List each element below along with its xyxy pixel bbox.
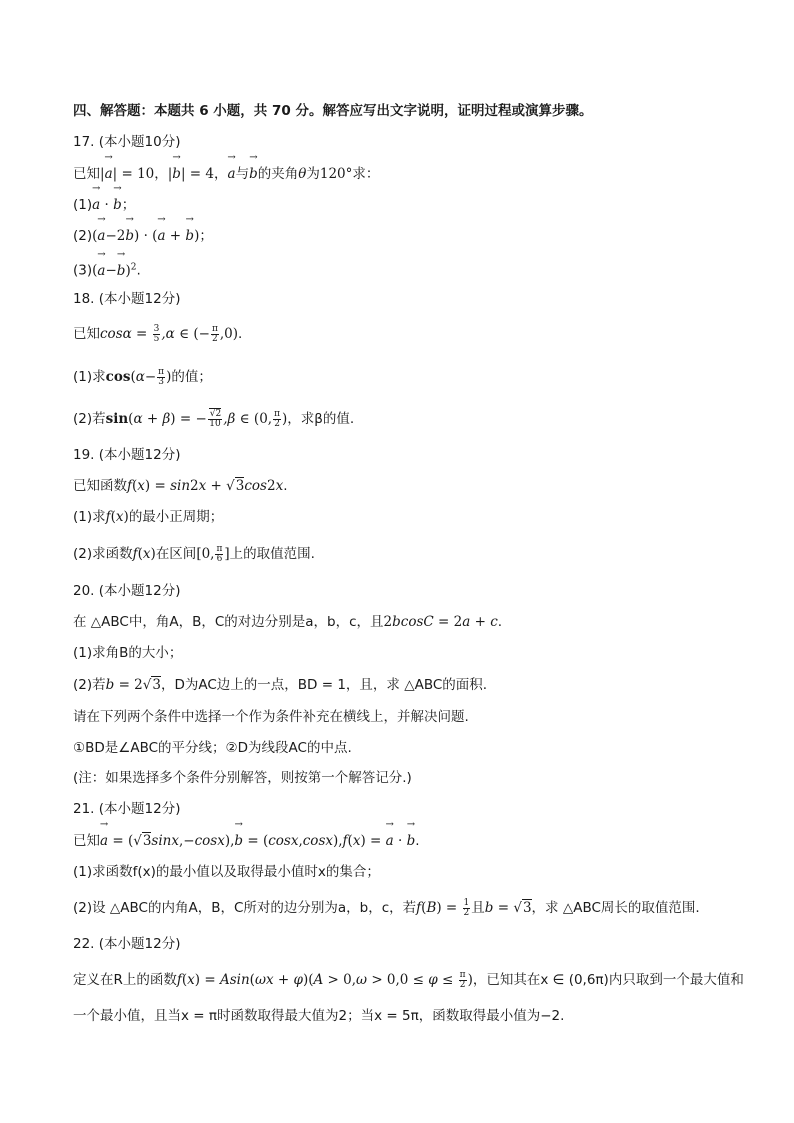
question-17-stem: 已知|→ a| = 10，|→ b| = 4，→ a与→ b的夹角θ为120°求： (73, 164, 379, 184)
question-17-header: 17. (本小题10分) (73, 134, 181, 150)
question-20-part-1: (1)求角B的大小； (73, 645, 183, 661)
question-21-part-1: (1)求函数f(x)的最小值以及取得最小值时x的集合； (73, 864, 380, 880)
question-18-stem: 已知cosα = $\frac{3}{5}$ ,α ∈ (− $\frac{\pi}{2}$ ,0). (73, 323, 243, 344)
question-21-stem: 已知→ a = (√3sinx,−cosx),→ b = (cosx,cosx),f(x) = → a · → b. (73, 831, 420, 851)
question-20-options: ①BD是∠ABC的平分线；②D为线段AC的中点. (73, 740, 352, 756)
question-18-header: 18. (本小题12分) (73, 291, 181, 307)
question-21-part-2: (2)设 △ABC的内角A，B，C所对的边分别为a，b，c，若f(B) = $\frac{1}{2}$ 且b = √3，求 △ABC周长的取值范围. (73, 897, 700, 918)
question-18-part-1: (1)求cos(α− $\frac{\pi}{3}$ )的值； (73, 366, 212, 387)
section-title: 四、解答题：本题共 6 小题，共 70 分。解答应写出文字说明，证明过程或演算步骤。 (73, 103, 593, 119)
question-22-header: 22. (本小题12分) (73, 936, 181, 952)
question-19-header: 19. (本小题12分) (73, 447, 181, 463)
question-20-stem: 在 △ABC中，角A，B，C的对边分别是a，b，c，且2bcosC = 2a + c. (73, 614, 503, 630)
question-17-part-2: (2)(→ a−2→ b) · (→ a + → b)； (73, 226, 213, 246)
question-20-header: 20. (本小题12分) (73, 583, 181, 599)
question-17-part-3: $(3)(\to a-\to b)^2$. (73, 257, 141, 281)
question-21-header: 21. (本小题12分) (73, 801, 181, 817)
question-22-stem-line-2: 一个最小值，且当x = π时函数取得最大值为2；当x = 5π，函数取得最小值为−2. (73, 1008, 565, 1024)
question-19-stem: 已知函数f(x) = sin2x + √3cos2x. (73, 478, 288, 494)
question-17-part-1: (1)→ a · → b； (73, 195, 135, 215)
question-18-part-2: (2)若sin(α + β) = − $\frac{√2}{10}$ ,β ∈ (0, $\frac{\pi}{2}$ )，求β的值. (73, 408, 355, 429)
question-20-note: (注：如果选择多个条件分别解答，则按第一个解答记分.) (73, 770, 412, 786)
question-20-instruction: 请在下列两个条件中选择一个作为条件补充在横线上，并解决问题. (73, 709, 469, 725)
question-22-stem-line-1: 定义在R上的函数f(x) = Asin(ωx + φ)(A > 0,ω > 0,0 ≤ φ ≤ $\frac{\pi}{2}$ )，已知其在x ∈ (0,6π)内只取到一个最大值和 (73, 969, 744, 990)
question-19-part-1: (1)求f(x)的最小正周期； (73, 509, 224, 525)
question-19-part-2: (2)求函数f(x)在区间[0, $\frac{\pi}{6}$ ]上的取值范围. (73, 543, 315, 564)
question-20-part-2: (2)若b = 2√3，D为AC边上的一点，BD = 1，且，求 △ABC的面积. (73, 677, 488, 693)
